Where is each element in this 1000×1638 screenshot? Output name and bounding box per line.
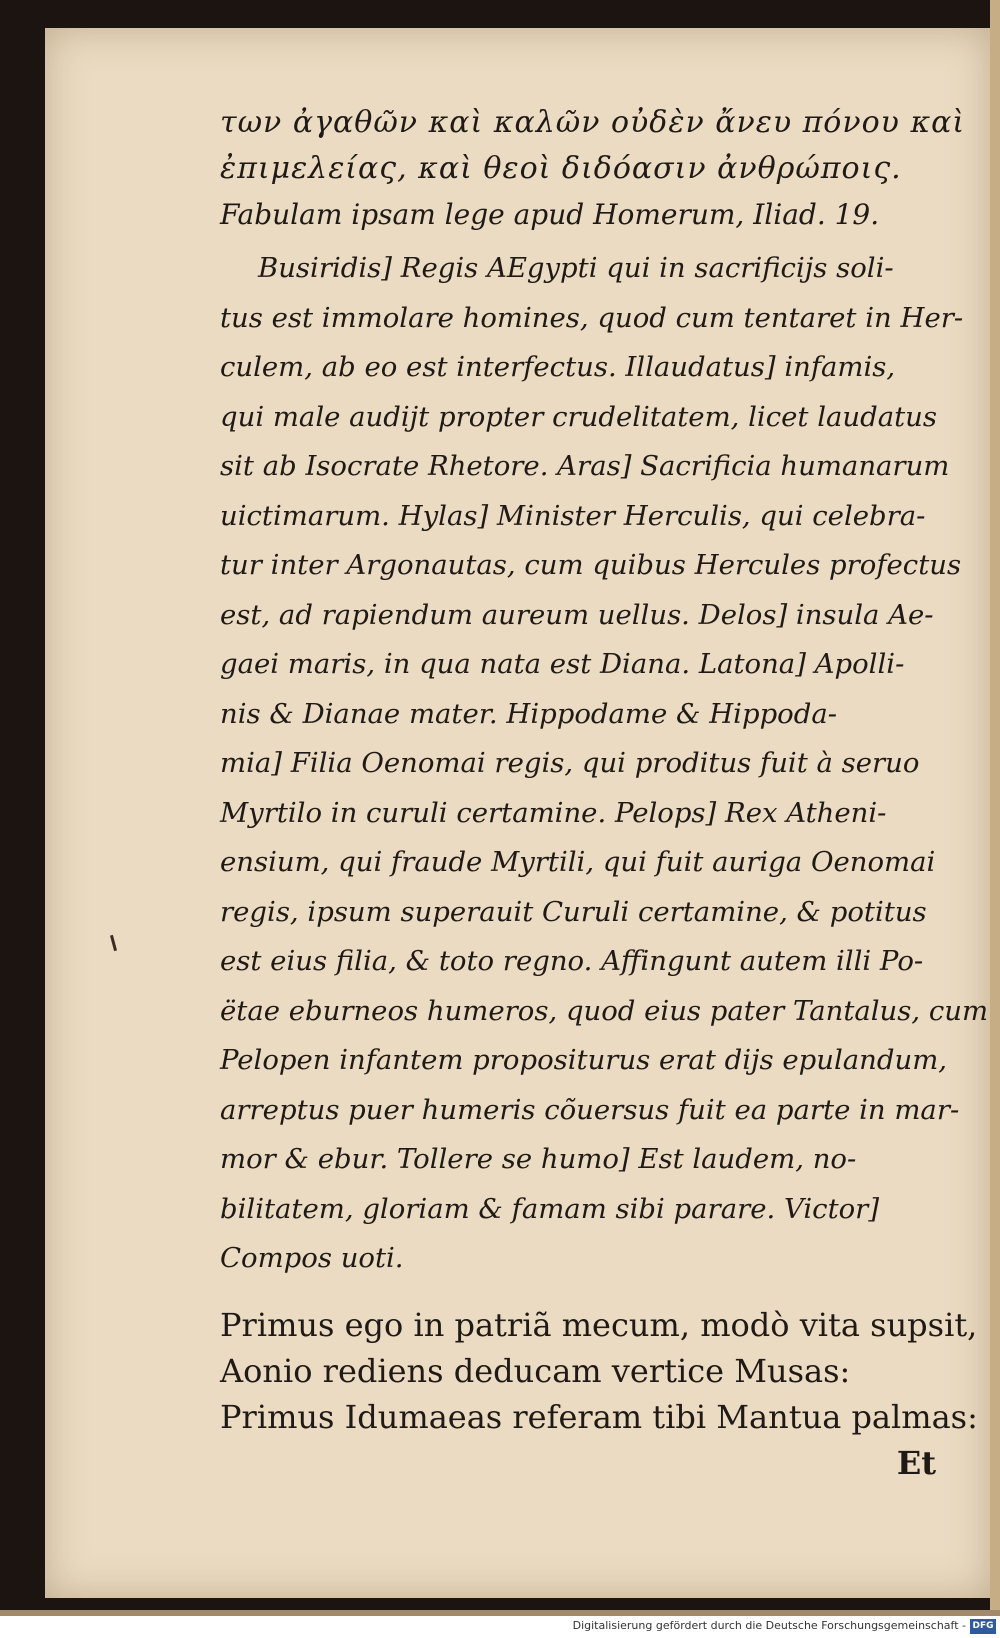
reference-line: Fabulam ipsam lege apud Homerum, Iliad. 19.: [220, 198, 880, 231]
commentary-line: Compos uoti.: [220, 1242, 404, 1274]
verse-block: [220, 1302, 978, 1440]
commentary-line: mia] Filia Oenomai regis, qui proditus fuit à seruo: [220, 747, 920, 779]
greek-line-1: των ἀγαθῶν καὶ καλῶν οὐδὲν ἄνευ πόνου καὶ: [220, 105, 966, 140]
commentary-line: Busiridis] Regis AEgypti qui in sacrificijs soli-: [258, 252, 894, 284]
commentary-line: est eius filia, & toto regno. Affingunt autem illi Po-: [220, 945, 924, 977]
commentary-line: culem, ab eo est interfectus. Illaudatus] infamis,: [220, 351, 896, 383]
commentary-line: tur inter Argonautas, cum quibus Hercules profectus: [220, 549, 962, 581]
commentary-block: [220, 244, 989, 1284]
commentary-line: gaei maris, in qua nata est Diana. Latona] Apolli-: [220, 648, 905, 680]
verse-line: Primus ego in patriã mecum, modò vita supsit,: [220, 1305, 978, 1344]
commentary-line: ëtae eburneos humeros, quod eius pater Tantalus, cum: [220, 994, 989, 1027]
greek-line-2: ἐπιμελείας, καὶ θεοὶ διδόασιν ἀνθρώποις.: [220, 151, 902, 186]
commentary-line: nis & Dianae mater. Hippodame & Hippoda-: [220, 697, 838, 730]
page-edge: [990, 0, 1000, 1610]
commentary-line: tus est immolare homines, quod cum tentaret in Her-: [220, 301, 964, 334]
commentary-line: Pelopen infantem propositurus erat dijs epulandum,: [220, 1044, 948, 1076]
verse-line: Aonio rediens deducam vertice Musas:: [220, 1351, 851, 1390]
dfg-logo-icon: DFG: [970, 1619, 996, 1634]
commentary-line: arreptus puer humeris cõuersus fuit ea parte in mar-: [220, 1093, 960, 1126]
digitization-footer: [0, 1616, 1000, 1638]
commentary-line: Myrtilo in curuli certamine. Pelops] Rex Atheni-: [220, 796, 887, 829]
commentary-line: uictimarum. Hylas] Minister Herculis, qui celebra-: [220, 499, 926, 532]
commentary-line: qui male audijt propter crudelitatem, licet laudatus: [220, 400, 937, 433]
commentary-line: bilitatem, gloriam & famam sibi parare. Victor]: [220, 1192, 880, 1225]
commentary-line: mor & ebur. Tollere se humo] Est laudem, no-: [220, 1143, 857, 1175]
commentary-line: regis, ipsum superauit Curuli certamine, & potitus: [220, 895, 927, 928]
catchword: Et: [896, 1443, 936, 1482]
commentary-line: sit ab Isocrate Rhetore. Aras] Sacrificia humanarum: [220, 450, 950, 482]
commentary-line: ensium, qui fraude Myrtili, qui fuit auriga Oenomai: [220, 846, 936, 878]
page-text: [220, 100, 989, 1486]
commentary-line: est, ad rapiendum aureum uellus. Delos] insula Ae-: [220, 598, 934, 631]
verse-line: Primus Idumaeas referam tibi Mantua palmas:: [220, 1397, 978, 1436]
footer-credit: Digitalisierung gefördert durch die Deutsche Forschungsgemeinschaft -: [572, 1619, 966, 1632]
